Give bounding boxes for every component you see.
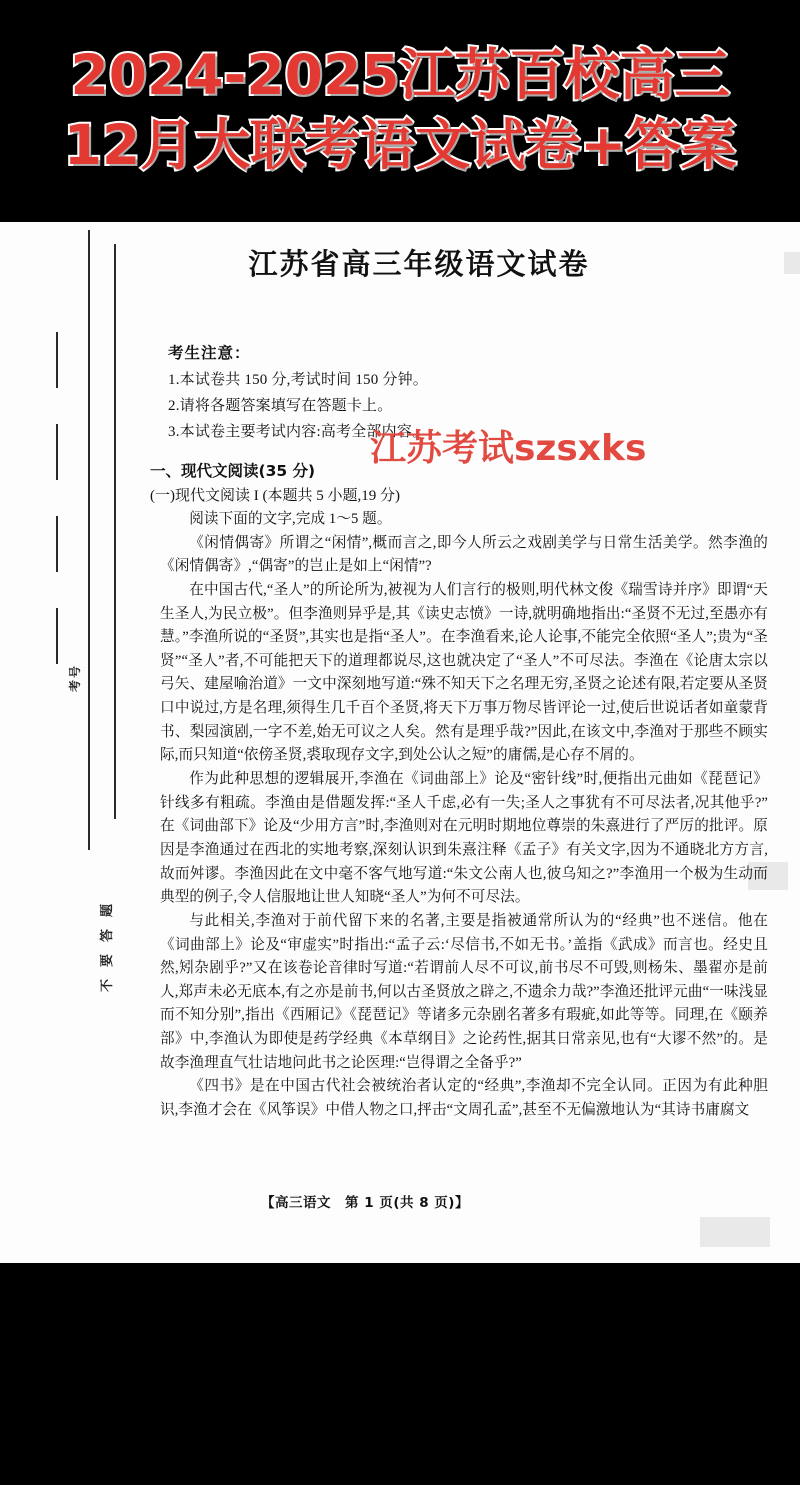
body-paragraph: 作为此种思想的逻辑展开,李渔在《词曲部上》论及“密针线”时,便指出元曲如《琵琶记》针线多有粗疏。李渔由是借题发挥:“圣人千虑,必有一失;圣人之事犹有不可尽法者,况其他乎?”在《词曲部下》论及“少用方言”时,李渔则对在元明时期地位尊崇的朱熹进行了严厉的批评。原因是李渔通过在西北的实地考察,深刻认识到朱熹注释《孟子》有关文字,因为不通晓北方方言,故而舛谬。李渔因此在文中毫不客气地写道:“朱文公南人也,彼乌知之?”李渔用一个极为生动而典型的例子,令人信服地让世人知晓“圣人”为何不可尽法。 xyxy=(160,771,768,906)
bottom-letterbox xyxy=(0,1263,800,1485)
notice-item: 3.本试卷主要考试内容:高考全部内容。 xyxy=(168,424,428,440)
watermark-text: 江苏考试szsxks xyxy=(370,428,647,469)
subsection-heading: (一)现代文阅读 I (本题共 5 小题,19 分) xyxy=(150,488,400,504)
body-paragraph: 《闲情偶寄》所谓之“闲情”,概而言之,即今人所云之戏剧美学与日常生活美学。然李渔的《闲情偶寄》,“偶寄”的岂止是如上“闲情”? xyxy=(160,534,768,575)
notice-heading: 考生注意： xyxy=(168,344,251,362)
margin-rail-inner xyxy=(114,244,116,819)
banner-title-line-1: 2024-2025江苏百校高三 xyxy=(70,43,730,108)
exam-paper-scan xyxy=(0,222,800,1263)
page-title: 江苏省高三年级语文试卷 xyxy=(248,247,590,281)
exam-number-label: 考号 xyxy=(68,663,82,692)
notice-item: 1.本试卷共 150 分,考试时间 150 分钟。 xyxy=(168,372,429,388)
margin-rail-outer xyxy=(88,230,90,850)
paper-content xyxy=(150,222,768,1263)
notice-item: 2.请将各题答案填写在答题卡上。 xyxy=(168,398,393,414)
banner-title-line-2: 12月大联考语文试卷+答案 xyxy=(63,113,737,177)
scan-artifact xyxy=(784,252,800,274)
reading-instruction: 阅读下面的文字,完成 1～5 题。 xyxy=(189,511,392,527)
body-paragraph: 与此相关,李渔对于前代留下来的名著,主要是指被通常所认为的“经典”也不迷信。他在《词曲部上》论及“审虚实”时指出:“孟子云:‘尽信书,不如无书。’盖指《武成》而言也。经史且然,矧杂剧乎?”又在该卷论音律时写道:“若谓前人尽不可议,前书尽不可毁,则杨朱、墨翟亦是前人,郑声未必无底本,有之亦是前书,何以古圣贤放之辟之,不遗余力哉?”李渔还批评元曲“一味浅显而不知分别”,指出《西厢记》《琵琶记》等诸多元杂剧名著多有瑕疵,如此等等。同理,在《颐养部》中,李渔认为即使是药学经典《本草纲目》之论药性,据其日常亲见,也有“大谬不然”的。是故李渔理直气壮诘地问此书之论医理:“岂得谓之全备乎?” xyxy=(160,912,768,1071)
body-paragraph: 《四书》是在中国古代社会被统治者认定的“经典”,李渔却不完全认同。正因为有此种胆识,李渔才会在《风筝误》中借人物之口,抨击“文周孔孟”,甚至不无偏激地认为“其诗书庸腐文 xyxy=(160,1078,768,1119)
promo-banner xyxy=(0,0,800,222)
do-not-answer-label: 不要答题 xyxy=(100,891,115,992)
page-footer: 【高三语文 第 1 页(共 8 页)】 xyxy=(261,1195,469,1211)
body-paragraph: 在中国古代,“圣人”的所论所为,被视为人们言行的极则,明代林文俊《瑞雪诗并序》即谓“天生圣人,为民立极”。但李渔则异乎是,其《读史志愤》一诗,就明确地指出:“圣贤不无过,至愚亦有慧。”李渔所说的“圣贤”,其实也是指“圣人”。在李渔看来,论人论事,不能完全依照“圣人”;贵为“圣贤”“圣人”者,不可能把天下的道理都说尽,这也就决定了“圣人”不可尽法。李渔在《论唐太宗以弓矢、建屋喻治道》一文中深刻地写道:“殊不知天下之名理无穷,圣贤之论述有限,若定要从圣贤口中说过,方是名理,须得生几千百个圣贤,将天下万事万物尽皆评论一过,使后世说话者如童蒙背书、梨园演剧,一字不差,始无可议之人矣。然有是理乎哉?”因此,在该文中,李渔对于那些不顾实际,而只知道“依傍圣贤,裘取现存文字,到处公认之短”的庸儒,是心存不屑的。 xyxy=(160,581,768,764)
section-heading: 一、现代文阅读(35 分) xyxy=(150,462,316,480)
